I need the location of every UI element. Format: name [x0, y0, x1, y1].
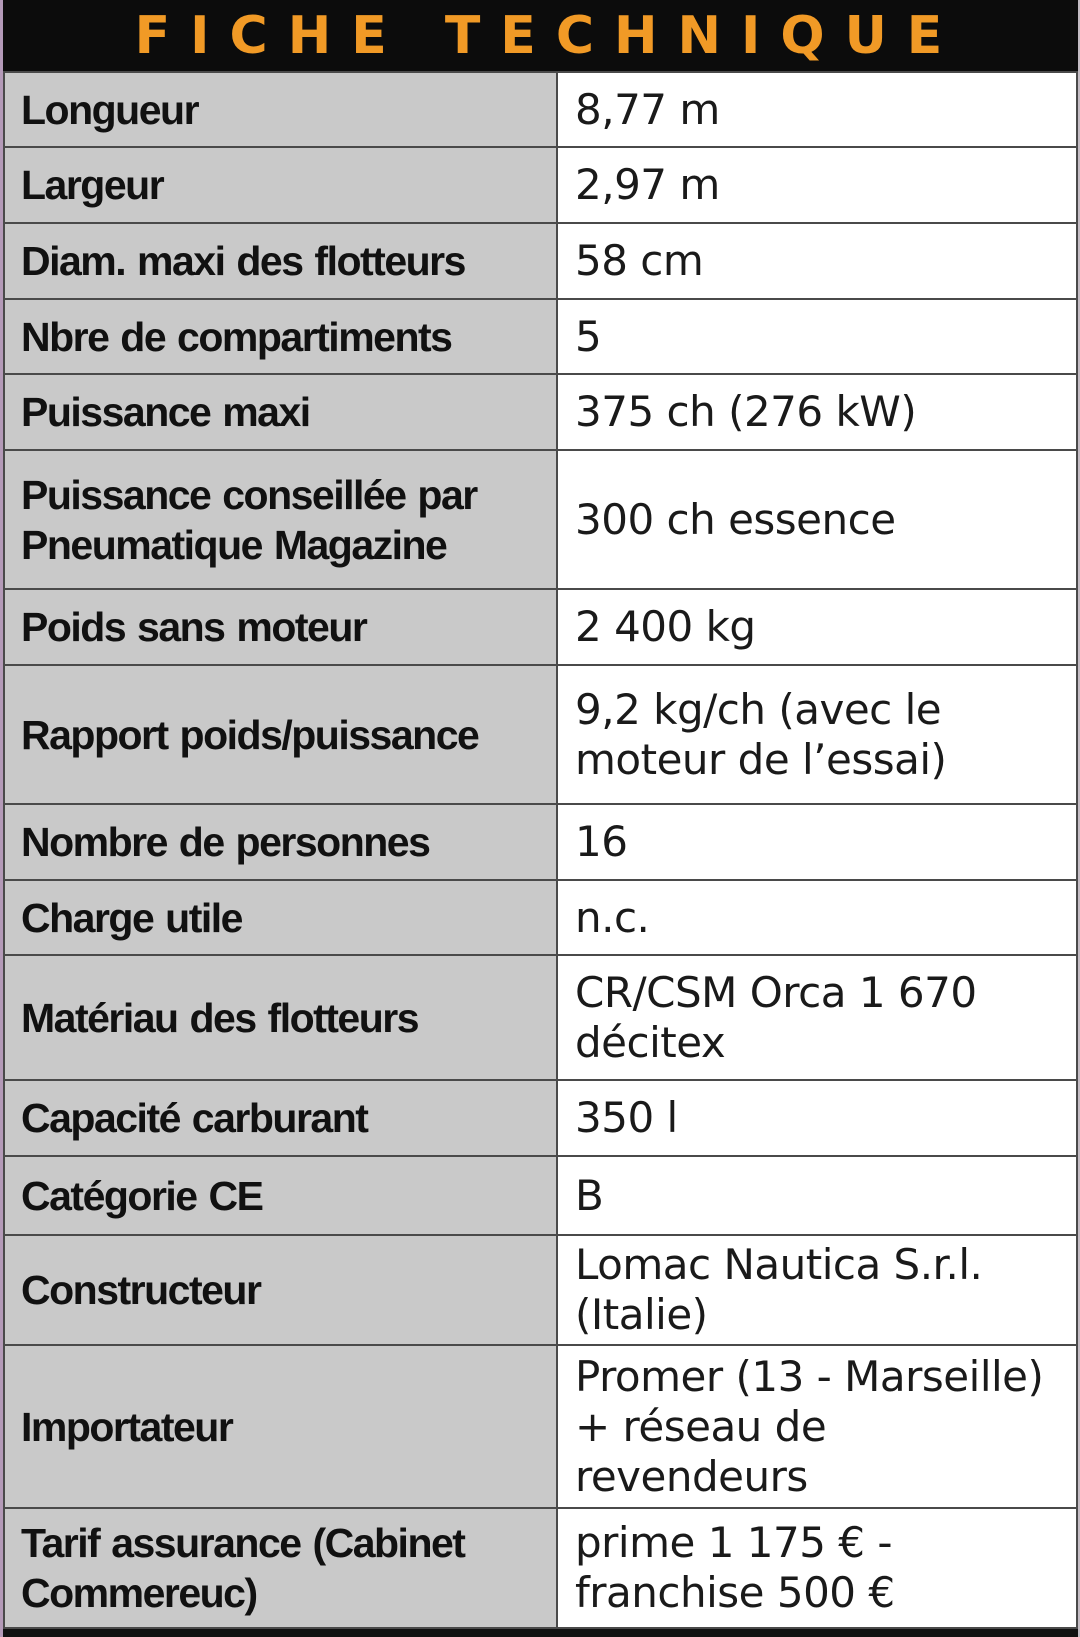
table-row — [4, 665, 1077, 804]
spec-table — [3, 71, 1078, 1629]
table-row — [4, 1345, 1077, 1508]
row-value-capacite-carburant: 350 l — [557, 1080, 1077, 1156]
table-row — [4, 880, 1077, 955]
row-label-largeur: Largeur — [4, 147, 557, 223]
row-value-longueur: 8,77 m — [557, 72, 1077, 147]
row-label-materiau-flotteurs: Matériau des flotteurs — [4, 955, 557, 1080]
table-row — [4, 223, 1077, 299]
row-value-constructeur: Lomac Nautica S.r.l. (Italie) — [557, 1235, 1077, 1345]
row-label-charge-utile: Charge utile — [4, 880, 557, 955]
row-label-constructeur: Constructeur — [4, 1235, 557, 1345]
row-label-poids-sans-moteur: Poids sans moteur — [4, 589, 557, 665]
table-row — [4, 1080, 1077, 1156]
row-label-diametre-flotteurs: Diam. maxi des flotteurs — [4, 223, 557, 299]
table-row — [4, 955, 1077, 1080]
table-row — [4, 299, 1077, 374]
table-row — [4, 147, 1077, 223]
row-label-puissance-maxi: Puissance maxi — [4, 374, 557, 450]
row-label-tarif-assurance: Tarif assurance (Cabinet Commereuc) — [4, 1508, 557, 1628]
row-label-longueur: Longueur — [4, 72, 557, 147]
row-value-puissance-conseillee: 300 ch essence — [557, 450, 1077, 589]
table-row — [4, 804, 1077, 880]
spec-sheet-title: FICHE TECHNIQUE — [3, 0, 1078, 71]
row-value-poids-sans-moteur: 2 400 kg — [557, 589, 1077, 665]
row-label-puissance-conseillee: Puissance conseillée par Pneumatique Magazine — [4, 450, 557, 589]
table-row — [4, 589, 1077, 665]
row-value-puissance-maxi: 375 ch (276 kW) — [557, 374, 1077, 450]
table-row — [4, 450, 1077, 589]
row-label-compartiments: Nbre de compartiments — [4, 299, 557, 374]
row-value-rapport-poids-puissance: 9,2 kg/ch (avec le moteur de l’essai) — [557, 665, 1077, 804]
table-row — [4, 374, 1077, 450]
table-row — [4, 1156, 1077, 1235]
row-value-importateur: Promer (13 - Marseille) + réseau de revendeurs — [557, 1345, 1077, 1508]
table-row — [4, 1508, 1077, 1628]
row-value-diametre-flotteurs: 58 cm — [557, 223, 1077, 299]
row-label-capacite-carburant: Capacité carburant — [4, 1080, 557, 1156]
row-value-compartiments: 5 — [557, 299, 1077, 374]
row-value-tarif-assurance: prime 1 175 € - franchise 500 € — [557, 1508, 1077, 1628]
row-value-largeur: 2,97 m — [557, 147, 1077, 223]
table-row — [4, 72, 1077, 147]
row-value-materiau-flotteurs: CR/CSM Orca 1 670 décitex — [557, 955, 1077, 1080]
row-label-nombre-personnes: Nombre de personnes — [4, 804, 557, 880]
row-label-importateur: Importateur — [4, 1345, 557, 1508]
row-value-charge-utile: n.c. — [557, 880, 1077, 955]
table-row — [4, 1235, 1077, 1345]
row-value-nombre-personnes: 16 — [557, 804, 1077, 880]
row-value-categorie-ce: B — [557, 1156, 1077, 1235]
row-label-rapport-poids-puissance: Rapport poids/puissance — [4, 665, 557, 804]
row-label-categorie-ce: Catégorie CE — [4, 1156, 557, 1235]
